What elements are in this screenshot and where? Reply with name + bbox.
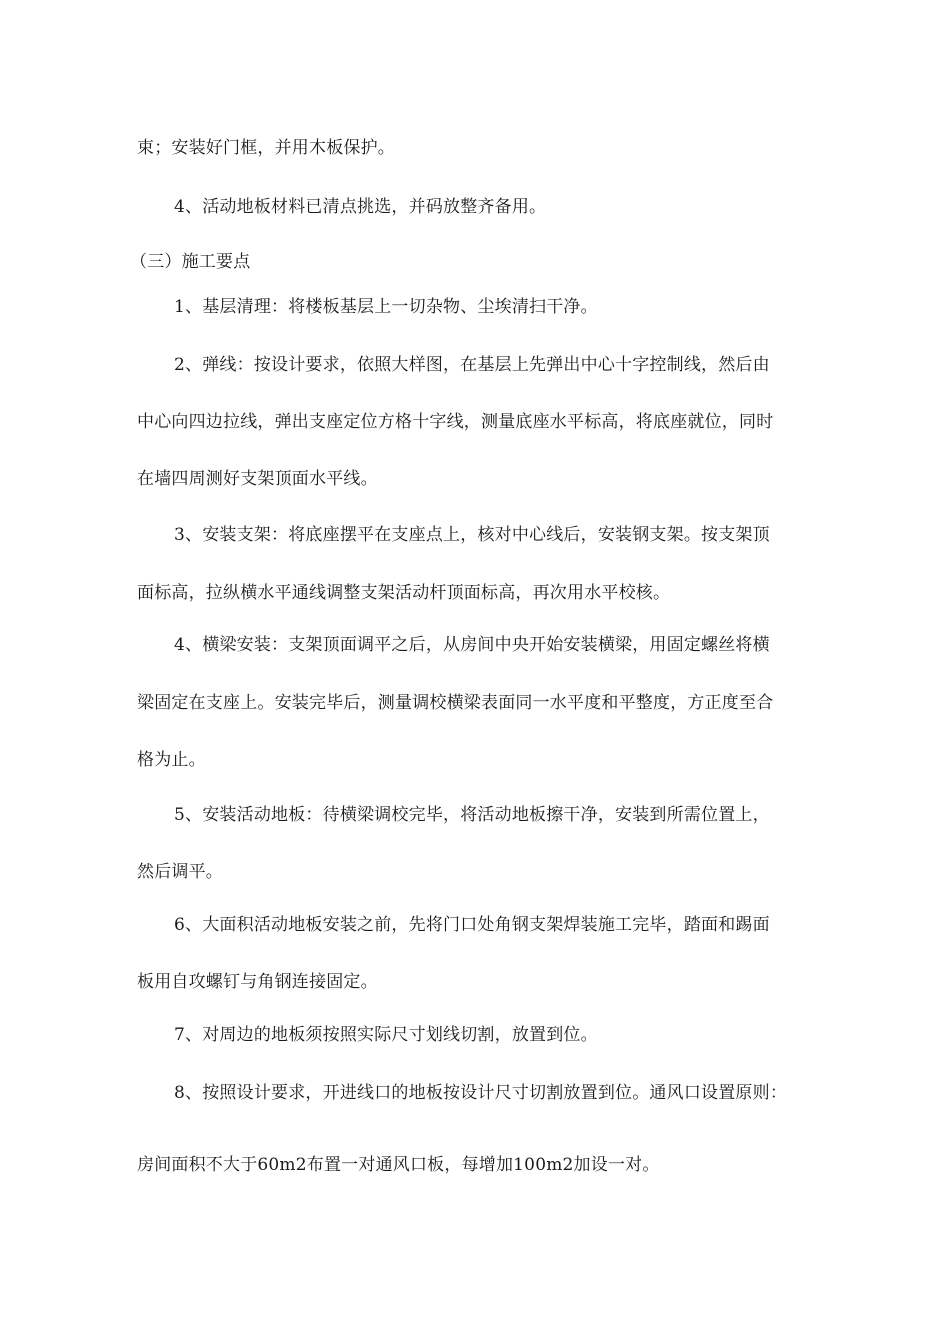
text-line: 然后调平。 [137,862,223,882]
text-line: 8、按照设计要求，开进线口的地板按设计尺寸切割放置到位。通风口设置原则： [174,1083,788,1103]
paragraph-step-6 [137,911,830,996]
paragraph-step-5 [137,801,830,886]
text-line: 在墙四周测好支架顶面水平线。 [137,469,378,489]
text-line: 5、安装活动地板：待横梁调校完毕，将活动地板擦干净，安装到所需位置上， [174,805,770,825]
text-line: 房间面积不大于60m2布置一对通风口板，每增加100m2加设一对。 [137,1155,660,1175]
paragraph-step-4 [137,631,830,774]
text-line: 1、基层清理：将楼板基层上一切杂物、尘埃清扫干净。 [174,297,598,317]
paragraph-step-1 [137,293,830,321]
paragraph-continuation [137,134,830,162]
text-line: 梁固定在支座上。安装完毕后，测量调校横梁表面同一水平度和平整度，方正度至合 [137,693,774,713]
section-heading [130,248,823,276]
text-line: 4、横梁安装：支架顶面调平之后，从房间中央开始安装横梁，用固定螺丝将横 [174,635,770,655]
text-line: 7、对周边的地板须按照实际尺寸划线切割，放置到位。 [174,1025,598,1045]
text-line: 板用自攻螺钉与角钢连接固定。 [137,972,378,992]
paragraph-item-4-materials [137,193,830,221]
text-line: 束；安装好门框，并用木板保护。 [137,138,395,158]
paragraph-step-7 [137,1021,830,1049]
text-line: 2、弹线：按设计要求，依照大样图，在基层上先弹出中心十字控制线，然后由 [174,355,770,375]
text-line: 6、大面积活动地板安装之前，先将门口处角钢支架焊装施工完毕，踏面和踢面 [174,915,770,935]
text-line: 4、活动地板材料已清点挑选，并码放整齐备用。 [174,197,547,217]
text-line: （三）施工要点 [130,252,251,272]
paragraph-step-8 [137,1079,830,1107]
paragraph-step-2 [137,351,830,493]
text-line: 面标高，拉纵横水平通线调整支架活动杆顶面标高，再次用水平校核。 [137,583,671,603]
text-line: 3、安装支架：将底座摆平在支座点上，核对中心线后，安装钢支架。按支架顶 [174,525,770,545]
paragraph-ventilation-rule [137,1151,830,1179]
text-line: 中心向四边拉线，弹出支座定位方格十字线，测量底座水平标高，将底座就位，同时 [137,412,774,432]
paragraph-step-3 [137,521,830,607]
text-line: 格为止。 [137,750,206,770]
